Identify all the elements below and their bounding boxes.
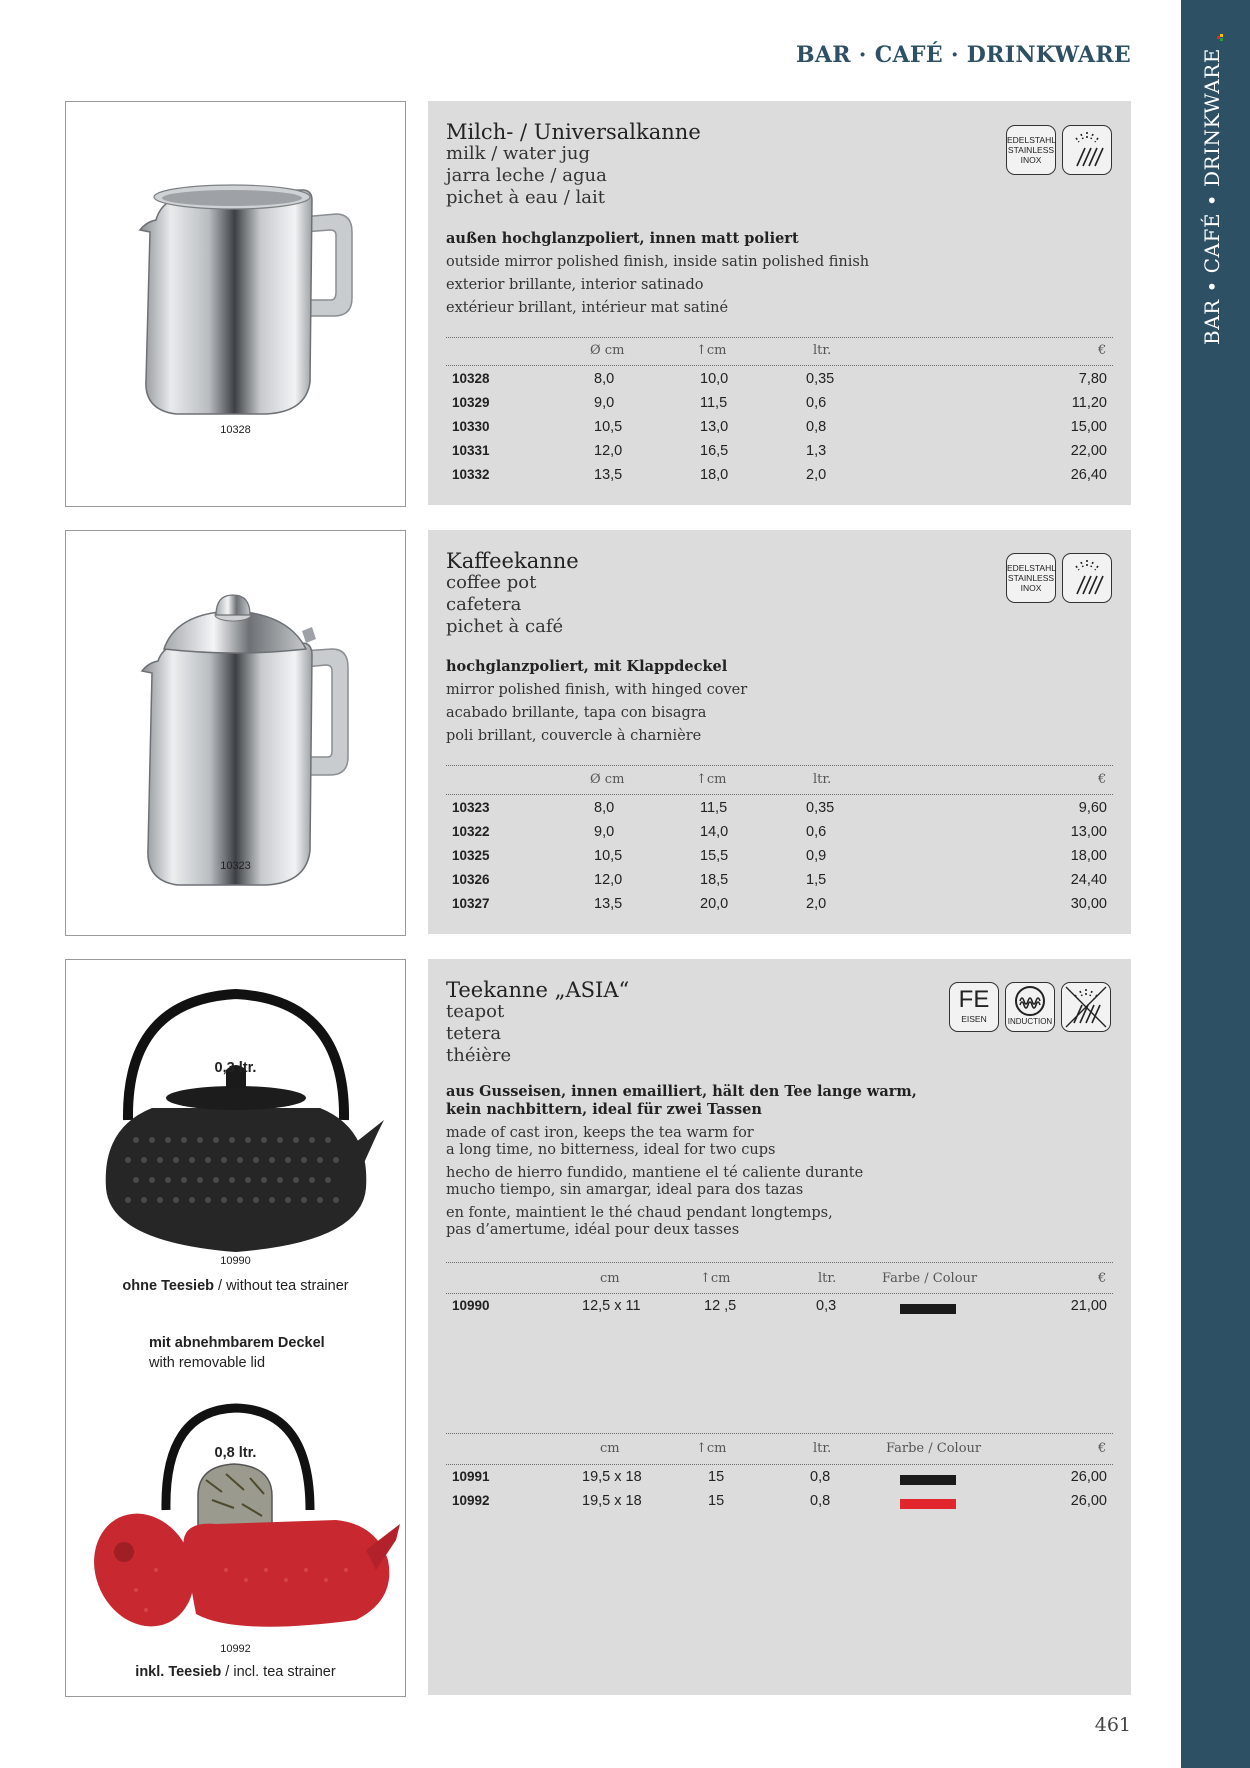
description-fr-line2: pas d’amertume, idéal pour deux tasses [446, 1222, 740, 1238]
height-arrow-icon: ↑ [700, 1271, 711, 1286]
product-title: Kaffeekanne [446, 549, 579, 573]
caption-text: / without tea strainer [214, 1278, 349, 1294]
col-header-colour: Farbe / Colour [886, 1441, 982, 1456]
col-header-height [696, 343, 727, 358]
col-header-price: € [1098, 343, 1107, 358]
col-header-height-unit: cm [706, 343, 727, 358]
col-header-height-unit: cm [710, 1271, 731, 1286]
diameter: 8,0 [594, 800, 615, 816]
item-code: 10326 [452, 872, 490, 887]
table-row [446, 1469, 1113, 1491]
stainless-steel-badge [1006, 553, 1056, 603]
volume: 0,6 [806, 824, 827, 840]
diameter: 8,0 [594, 371, 615, 387]
height-arrow-icon: ↑ [696, 772, 707, 787]
not-dishwasher-safe-icon [1061, 982, 1111, 1032]
item-code: 10328 [452, 371, 490, 386]
item-code: 10329 [452, 395, 490, 410]
col-header-height [700, 1271, 731, 1286]
price: 13,00 [1070, 824, 1107, 840]
product-name-en: milk / water jug [446, 143, 591, 164]
stainless-steel-badge [1006, 125, 1056, 175]
col-header-litre: ltr. [813, 772, 832, 787]
table-divider [446, 794, 1113, 795]
height: 12 ,5 [704, 1298, 737, 1314]
item-code: 10990 [452, 1298, 490, 1313]
cast-iron-badge [949, 982, 999, 1032]
product-title: Teekanne „ASIA“ [446, 978, 630, 1002]
item-code: 10330 [452, 419, 490, 434]
badge-line: STAINLESS [1007, 573, 1055, 583]
product-image-frame [65, 101, 406, 507]
diameter: 10,5 [594, 848, 623, 864]
description-de: hochglanzpoliert, mit Klappdeckel [446, 658, 728, 675]
price: 22,00 [1070, 443, 1107, 459]
product-name-en: coffee pot [446, 572, 537, 593]
col-header-price: € [1098, 772, 1107, 787]
table-row [446, 872, 1113, 894]
volume: 0,8 [810, 1469, 831, 1485]
volume: 0,6 [806, 395, 827, 411]
caption-removable-lid-en: with removable lid [149, 1355, 266, 1371]
col-header-height [696, 1441, 727, 1456]
table-row [446, 395, 1113, 417]
colour-swatch [900, 1475, 956, 1485]
size: 19,5 x 18 [582, 1493, 642, 1509]
volume: 2,0 [806, 896, 827, 912]
price: 18,00 [1070, 848, 1107, 864]
volume: 0,8 [810, 1493, 831, 1509]
volume: 1,3 [806, 443, 827, 459]
height: 20,0 [700, 896, 729, 912]
height: 15,5 [700, 848, 729, 864]
color-dots-mark [1217, 34, 1225, 42]
product-description [446, 227, 869, 320]
product-title-block [446, 979, 629, 1067]
item-code: 10327 [452, 896, 490, 911]
item-code: 10332 [452, 467, 490, 482]
item-code: 10992 [452, 1493, 490, 1508]
colour-swatch [900, 1499, 956, 1509]
price: 9,60 [1078, 800, 1107, 816]
product-name-en: teapot [446, 1001, 505, 1022]
product-name-es: jarra leche / agua [446, 165, 607, 186]
height: 18,0 [700, 467, 729, 483]
item-code: 10325 [452, 848, 490, 863]
height: 10,0 [700, 371, 729, 387]
description-de-line1: aus Gusseisen, innen emailliert, hält den Tee lange warm, [446, 1083, 917, 1100]
image-code: 10328 [220, 424, 251, 436]
image-code: 10323 [220, 860, 251, 872]
description-de: außen hochglanzpoliert, innen matt poliert [446, 230, 799, 247]
table-row [446, 1493, 1113, 1515]
height: 15 [708, 1493, 725, 1509]
col-header-colour: Farbe / Colour [882, 1271, 978, 1286]
description-es: acabado brillante, tapa con bisagra [446, 705, 707, 721]
description-fr: extérieur brillant, intérieur mat satiné [446, 300, 729, 316]
diameter: 13,5 [594, 896, 623, 912]
table-row [446, 824, 1113, 846]
volume: 0,35 [806, 371, 835, 387]
col-header-height [696, 772, 727, 787]
diameter: 9,0 [594, 395, 615, 411]
table-divider [446, 1293, 1113, 1294]
height: 11,5 [700, 395, 728, 411]
height: 13,0 [700, 419, 729, 435]
product-panel [428, 101, 1131, 505]
product-name-es: cafetera [446, 594, 522, 615]
table-row [446, 443, 1113, 465]
dishwasher-safe-icon [1062, 553, 1112, 603]
milk-jug-image [66, 102, 405, 506]
badge-line: STAINLESS [1007, 145, 1055, 155]
product-title-block [446, 550, 579, 638]
page-number: 461 [1094, 1714, 1131, 1736]
caption-incl-strainer [66, 1664, 405, 1680]
product-panel [428, 959, 1131, 1695]
dishwasher-safe-icon [1062, 125, 1112, 175]
volume: 0,3 [816, 1298, 837, 1314]
product-name-es: tetera [446, 1023, 502, 1044]
col-header-diameter: Ø cm [590, 343, 625, 358]
col-header-litre: ltr. [813, 1441, 832, 1456]
size: 19,5 x 18 [582, 1469, 642, 1485]
description-en-line2: a long time, no bitterness, ideal for two cups [446, 1142, 776, 1158]
table-divider [446, 1464, 1113, 1465]
fe-symbol: FE [958, 986, 990, 1013]
product-image-frame [65, 959, 406, 1697]
product-panel [428, 530, 1131, 934]
product-name-fr: théière [446, 1045, 512, 1066]
black-teapot-image [66, 980, 405, 1280]
description-fr: poli brillant, couvercle à charnière [446, 728, 702, 744]
sidebar-section-label: BAR • CAFÉ • DRINKWARE [1200, 48, 1224, 345]
diameter: 12,0 [594, 872, 623, 888]
product-image-frame [65, 530, 406, 936]
product-title: Milch- / Universalkanne [446, 120, 701, 144]
item-code: 10991 [452, 1469, 490, 1484]
price: 21,00 [1070, 1298, 1107, 1314]
price: 24,40 [1070, 872, 1107, 888]
induction-icon [1005, 982, 1055, 1032]
height: 15 [708, 1469, 725, 1485]
height-arrow-icon: ↑ [696, 1441, 707, 1456]
table-divider [446, 337, 1113, 338]
height: 18,5 [700, 872, 729, 888]
diameter: 10,5 [594, 419, 623, 435]
image-code: 10992 [220, 1643, 251, 1655]
caption-text: / incl. tea strainer [221, 1664, 336, 1680]
coffee-pot-image [66, 531, 405, 935]
product-name-fr: pichet à café [446, 616, 564, 637]
table-row [446, 1298, 1113, 1320]
volume-large-label: 0,8 ltr. [214, 1445, 257, 1461]
price: 15,00 [1070, 419, 1107, 435]
description-en: outside mirror polished finish, inside satin polished finish [446, 254, 870, 270]
diameter: 12,0 [594, 443, 623, 459]
table-divider [446, 1433, 1113, 1434]
table-divider [446, 765, 1113, 766]
table-row [446, 896, 1113, 918]
caption-bold: ohne Teesieb [122, 1278, 214, 1294]
col-header-diameter: Ø cm [590, 772, 625, 787]
col-header-size: cm [600, 1271, 620, 1286]
table-divider [446, 1262, 1113, 1263]
table-row [446, 419, 1113, 441]
volume: 0,9 [806, 848, 827, 864]
height: 11,5 [700, 800, 728, 816]
price: 26,40 [1070, 467, 1107, 483]
fe-label: EISEN [961, 1014, 987, 1024]
product-name-fr: pichet à eau / lait [446, 187, 605, 208]
diameter: 13,5 [594, 467, 623, 483]
price: 7,80 [1078, 371, 1107, 387]
description-es: exterior brillante, interior satinado [446, 277, 704, 293]
col-header-litre: ltr. [813, 343, 832, 358]
badge-line: INOX [1020, 155, 1042, 165]
colour-swatch [900, 1304, 956, 1314]
volume: 2,0 [806, 467, 827, 483]
col-header-price: € [1098, 1271, 1107, 1286]
description-de-line2: kein nachbittern, ideal für zwei Tassen [446, 1101, 762, 1118]
item-code: 10331 [452, 443, 490, 458]
description-en-line1: made of cast iron, keeps the tea warm for [446, 1125, 754, 1141]
size: 12,5 x 11 [582, 1298, 641, 1314]
table-row [446, 371, 1113, 393]
price: 11,20 [1071, 395, 1107, 411]
col-header-height-unit: cm [706, 1441, 727, 1456]
description-es-line1: hecho de hierro fundido, mantiene el té caliente durante [446, 1165, 864, 1181]
product-description [446, 1083, 917, 1239]
volume-small-label: 0,3 ltr. [214, 1060, 257, 1076]
table-row [446, 848, 1113, 870]
volume: 1,5 [806, 872, 827, 888]
col-header-height-unit: cm [706, 772, 727, 787]
height-arrow-icon: ↑ [696, 343, 707, 358]
price: 26,00 [1070, 1493, 1107, 1509]
price: 30,00 [1070, 896, 1107, 912]
induction-label: INDUCTION [1007, 1017, 1053, 1026]
caption-bold: inkl. Teesieb [135, 1664, 222, 1680]
volume: 0,8 [806, 419, 827, 435]
description-fr-line1: en fonte, maintient le thé chaud pendant longtemps, [446, 1205, 833, 1221]
table-divider [446, 365, 1113, 366]
caption-without-strainer [66, 1278, 405, 1294]
caption-removable-lid: mit abnehmbarem Deckel [149, 1335, 325, 1351]
height: 16,5 [700, 443, 729, 459]
image-code: 10990 [220, 1255, 251, 1267]
badge-line: EDELSTAHL [1007, 135, 1056, 145]
item-code: 10322 [452, 824, 490, 839]
red-teapot-image [66, 1400, 405, 1660]
badge-line: EDELSTAHL [1007, 563, 1056, 573]
page-header: BAR · CAFÉ · DRINKWARE [796, 42, 1131, 68]
badge-line: INOX [1020, 583, 1042, 593]
table-row [446, 467, 1113, 489]
price: 26,00 [1070, 1469, 1107, 1485]
volume: 0,35 [806, 800, 835, 816]
height: 14,0 [700, 824, 729, 840]
product-description [446, 655, 747, 748]
table-row [446, 800, 1113, 822]
col-header-size: cm [600, 1441, 620, 1456]
item-code: 10323 [452, 800, 490, 815]
col-header-litre: ltr. [818, 1271, 837, 1286]
col-header-price: € [1098, 1441, 1107, 1456]
description-en: mirror polished finish, with hinged cover [446, 682, 748, 698]
diameter: 9,0 [594, 824, 615, 840]
product-title-block [446, 121, 701, 209]
description-es-line2: mucho tiempo, sin amargar, ideal para dos tazas [446, 1182, 804, 1198]
